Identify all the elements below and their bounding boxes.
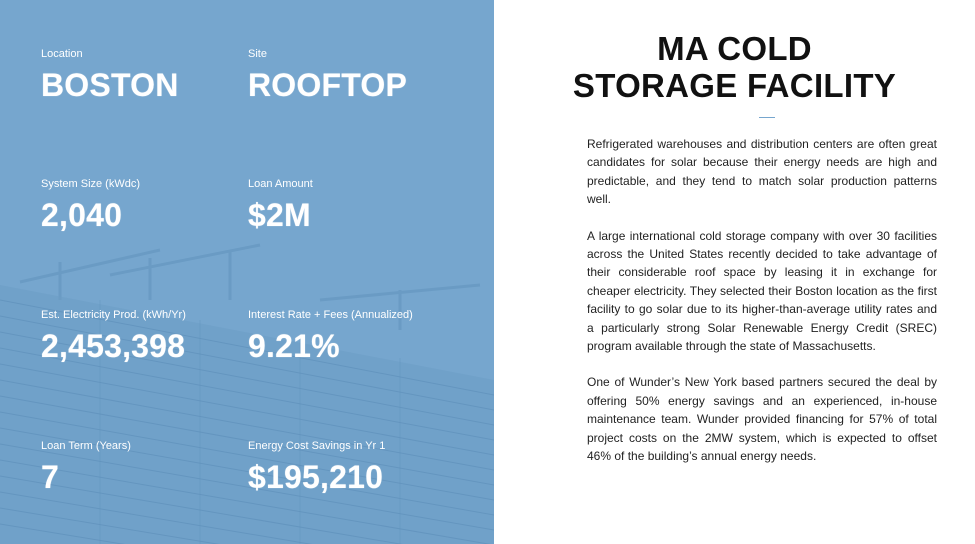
stat-energy-savings [248, 440, 385, 495]
page-title [494, 30, 975, 104]
description-panel [494, 0, 975, 544]
stat-label: Loan Amount [248, 178, 313, 190]
stat-value: 9.21% [248, 328, 340, 364]
paragraph: One of Wunder’s New York based partners secured the deal by offering 50% energy savings and an experienced, in-house maintenance team. Wunder provided financing for 57% of total project costs on the 2MW system, which is expected to offset 46% of the building’s annual energy needs. [587, 375, 937, 464]
stat-label: Interest Rate + Fees (Annualized) [248, 309, 413, 321]
stat-label: Location [41, 48, 83, 60]
paragraph: Refrigerated warehouses and distribution centers are often great candidates for solar because their energy needs are high and predictable, and they tend to match solar production patterns well. [587, 137, 937, 207]
stat-loan-amount [248, 178, 313, 233]
stat-location [41, 48, 179, 103]
stat-value: 2,040 [41, 197, 123, 233]
stat-interest-rate [248, 309, 413, 364]
stat-value: $195,210 [248, 459, 384, 495]
stat-label: System Size (kWdc) [41, 178, 141, 190]
stat-value: 7 [41, 459, 59, 495]
stat-system-size [41, 178, 140, 233]
stat-value: 2,453,398 [41, 328, 186, 364]
stat-label: Loan Term (Years) [41, 440, 131, 452]
stat-label: Est. Electricity Prod. (kWh/Yr) [41, 309, 186, 321]
body-text [587, 135, 937, 484]
stat-value: ROOFTOP [248, 67, 408, 103]
stat-site [248, 48, 407, 103]
stat-electricity-production [41, 309, 186, 364]
stat-label: Site [248, 48, 267, 60]
stat-value: BOSTON [41, 67, 179, 103]
title-line-2: STORAGE FACILITY [572, 67, 897, 104]
stat-value: $2M [248, 197, 311, 233]
stat-label: Energy Cost Savings in Yr 1 [248, 440, 386, 452]
title-line-1: MA COLD [657, 30, 812, 67]
paragraph: A large international cold storage company with over 30 facilities across the United States recently decided to take advantage of their considerable roof space by leasing it in exchange for cheaper electricity. They selected their Boston location as the first facility to go solar due to its higher-than-average utility rates and a particularly strong Solar Renewable Energy Credit (SREC) program available through the state of Massachusetts. [587, 228, 937, 354]
stat-loan-term [41, 440, 131, 495]
title-divider [759, 117, 775, 118]
